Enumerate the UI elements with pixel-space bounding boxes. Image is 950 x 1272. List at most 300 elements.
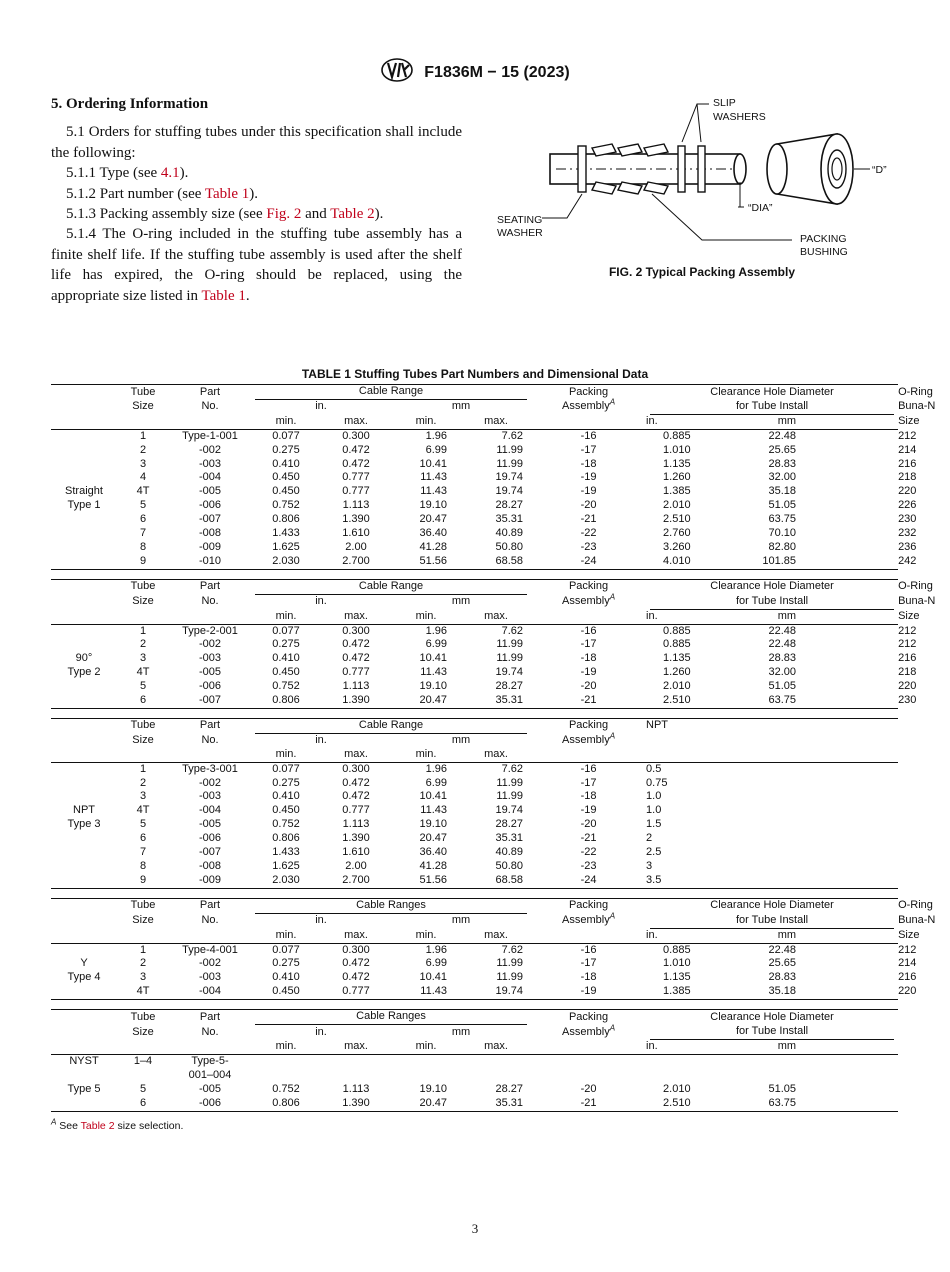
header-blank [117, 1040, 169, 1054]
cable-in-min: 0.410 [272, 971, 300, 984]
clearance-mm: 22.48 [768, 638, 797, 651]
header-blank [169, 1040, 251, 1054]
assembly-label: Assembly [562, 595, 610, 608]
header-assembly [531, 592, 646, 610]
cable-mm-min: 11.43 [420, 471, 447, 484]
header-clearance [646, 579, 898, 594]
section-heading: 5. Ordering Information [51, 96, 209, 112]
table-row [51, 832, 898, 846]
part-no: -007 [198, 846, 222, 859]
tube-size: 1 [139, 429, 147, 442]
spacer-cell [51, 708, 898, 718]
header-max: max. [321, 748, 391, 762]
cable-range-label: Cable Range [255, 385, 527, 400]
blank [726, 762, 898, 776]
paragraph-5-1: 5.1 Orders for stuffing tubes under this specification shall include the following: [51, 124, 462, 161]
part-no: -006 [198, 680, 222, 693]
group-spacer [51, 888, 898, 898]
clearance-in: 2.760 [663, 527, 691, 540]
tube-size: 1 [139, 943, 147, 956]
clearance-in: 0.885 [663, 624, 691, 637]
blank [806, 638, 898, 652]
header-no: No. [201, 914, 219, 927]
header-max: max. [461, 415, 531, 429]
cable-in-max: 0.300 [342, 762, 370, 775]
cable-mm-min: 19.10 [419, 499, 447, 512]
type-label [51, 541, 117, 555]
table-row [51, 846, 898, 860]
cable-in-min: 0.806 [251, 1097, 321, 1111]
packing-assembly: -19 [580, 666, 597, 679]
cable-in-max: 0.472 [342, 652, 370, 665]
header-cable-range [251, 579, 531, 594]
header-row-1: Tube Part Cable Range Packing Clearance Hole Diameter O-Ring [51, 579, 898, 594]
packing-assembly: -23 [580, 540, 597, 553]
blank [806, 680, 898, 694]
header-in: in. [315, 595, 327, 608]
type-label [51, 513, 117, 527]
cable-mm-min: 10.41 [419, 971, 447, 984]
cable-mm-max: 11.99 [496, 971, 524, 984]
link-4-1[interactable]: 4.1 [160, 165, 180, 182]
cable-in-min: 0.275 [272, 443, 300, 456]
blank [806, 444, 898, 458]
cable-mm-min: 1.96 [425, 943, 447, 956]
table-row: Type 4 3 -003 0.410 0.472 10.41 11.99 -18 1.135 28.83 216 [51, 971, 898, 985]
type-label [51, 471, 117, 485]
clearance-mm: 32.00 [768, 471, 797, 484]
tube-size: 2 [139, 957, 147, 970]
header-min: min. [251, 929, 321, 943]
cable-in-min: 1.433 [272, 846, 300, 859]
cable-mm-max: 68.58 [461, 555, 531, 569]
cable-mm-min: 20.47 [419, 832, 447, 845]
table-row [51, 804, 898, 818]
table-row [51, 818, 898, 832]
link-table-1[interactable]: Table 1 [204, 185, 250, 202]
clearance-mm: 101.85 [726, 555, 806, 569]
header-blank [51, 929, 117, 943]
cable-in-min: 1.625 [272, 540, 300, 553]
header-cable-range [251, 1010, 531, 1025]
header-mm: mm [451, 400, 471, 413]
header-blank [117, 415, 169, 429]
note-a-mark: A [609, 592, 616, 602]
cable-mm-max: 11.99 [496, 457, 524, 470]
packing-assembly-figure [492, 92, 912, 282]
cable-mm-max: 7.62 [501, 762, 524, 775]
cable-in-min: 0.275 [272, 776, 300, 789]
packing-assembly: -18 [580, 652, 597, 665]
header-max: max. [461, 748, 531, 762]
cable-in-max: 0.472 [342, 957, 370, 970]
part-no: -009 [198, 540, 222, 553]
blank [806, 471, 898, 485]
cable-mm-max: 7.62 [501, 624, 524, 637]
tube-size: 7 [139, 846, 147, 859]
link-fig-2[interactable]: Fig. 2 [266, 206, 302, 223]
clearance-mm: 63.75 [768, 513, 797, 526]
header-packing: Packing [531, 1010, 646, 1025]
blank [806, 985, 898, 999]
header-part: Part [169, 898, 251, 913]
type-label [51, 444, 117, 458]
header-blank [51, 595, 117, 610]
clearance-mm: 51.05 [768, 499, 797, 512]
assembly-label: Assembly [562, 400, 610, 413]
header-row-1: Tube Part Cable Ranges Packing Clearance Hole Diameter O-Ring [51, 898, 898, 913]
cable-in-max: 1.113 [342, 1082, 370, 1095]
cable-in-min: 0.806 [251, 694, 321, 708]
header-in: in. [315, 914, 327, 927]
assembly-label: Assembly [562, 914, 610, 927]
cable-in-min: 0.410 [272, 457, 300, 470]
group-spacer [51, 569, 898, 579]
packing-assembly: -19 [580, 804, 597, 817]
header-clearance-2 [646, 914, 898, 929]
packing-assembly: -21 [531, 1097, 646, 1111]
packing-assembly: -22 [580, 846, 597, 859]
header-in: in. [315, 733, 327, 746]
packing-assembly [531, 1054, 646, 1068]
type-label: Straight [65, 485, 103, 498]
clearance-mm: 63.75 [726, 1097, 806, 1111]
header-tube: Tube [117, 718, 169, 733]
clearance-mm: 32.00 [768, 666, 797, 679]
link-table-1-b[interactable]: Table 1 [201, 287, 246, 304]
type-label: NPT [73, 804, 95, 817]
cable-mm-max: 11.99 [496, 443, 524, 456]
packing-assembly: -21 [580, 832, 597, 845]
table-row: 1 Type-2-001 0.077 0.300 1.96 7.62 -16 0.885 22.48 212 [51, 624, 898, 638]
npt-size: 2 [646, 832, 653, 845]
note-a-mark: A [609, 731, 616, 741]
header-clear-in: in. [646, 929, 726, 943]
tube-size: 1 [139, 624, 147, 637]
table-row: 6 -007 0.806 1.390 20.47 35.31 -21 2.510 63.75 230 [51, 513, 898, 527]
assembly-label: Assembly [562, 733, 610, 746]
blank [726, 777, 898, 791]
cable-in-min: 0.410 [272, 790, 300, 803]
header-assembly [531, 397, 646, 415]
cable-in-max: 0.777 [342, 471, 370, 484]
packing-assembly: -17 [580, 776, 597, 789]
packing-assembly: -21 [580, 513, 597, 526]
cable-mm-max: 28.27 [495, 680, 524, 693]
cable-in-min: 0.752 [272, 818, 300, 831]
packing-assembly: -19 [580, 485, 597, 498]
astm-logo-icon [380, 57, 414, 88]
type-label: 90° [75, 652, 93, 665]
clearance-mm [726, 1054, 806, 1068]
tube-size: 6 [139, 513, 147, 526]
type-label [51, 1097, 117, 1111]
clearance-label-2: for Tube Install [650, 595, 894, 610]
cable-in-min: 2.030 [251, 555, 321, 569]
tube-size: 3 [139, 790, 147, 803]
footnote-link-table-2[interactable]: Table 2 [80, 1120, 115, 1132]
clearance-in: 0.885 [663, 429, 691, 442]
cable-in-min: 0.806 [272, 513, 300, 526]
header-packing: Packing [531, 718, 646, 733]
part-no: -003 [198, 457, 222, 470]
cable-in-max: 1.390 [342, 832, 370, 845]
clearance-mm: 51.05 [768, 680, 797, 693]
table-row: 8 -009 1.625 2.00 41.28 50.80 -23 3.260 82.80 236 [51, 541, 898, 555]
table-row [51, 790, 898, 804]
type-label [51, 638, 117, 652]
blank [726, 832, 898, 846]
header-min: min. [391, 415, 461, 429]
table-row [51, 777, 898, 791]
table-row [51, 860, 898, 874]
header-clearance-2 [646, 400, 898, 415]
cable-in-max: 0.472 [342, 776, 370, 789]
header-blank [169, 748, 251, 762]
blank [806, 652, 898, 666]
type-label: Type 3 [67, 818, 101, 831]
part-no: -006 [198, 499, 222, 512]
table-row: 9 -010 2.030 2.700 51.56 68.58 -24 4.010 101.85 242 [51, 555, 898, 569]
table-row: 4 -004 0.450 0.777 11.43 19.74 -19 1.260 32.00 218 [51, 471, 898, 485]
cable-in-min: 1.433 [272, 527, 300, 540]
cable-mm-max: 35.31 [495, 832, 524, 845]
header-max: max. [461, 1040, 531, 1054]
clearance-label-2: for Tube Install [650, 1025, 894, 1040]
cable-mm-max: 7.62 [501, 429, 524, 442]
part-no: 001–004 [188, 1068, 232, 1081]
table-row: 1 Type-1-001 0.077 0.300 1.96 7.62 -16 0.885 22.48 212 [51, 429, 898, 443]
header-blank [646, 748, 898, 762]
clearance-mm: 28.83 [768, 652, 797, 665]
type-label: Type 1 [67, 499, 101, 512]
cable-mm-max: 28.27 [495, 499, 524, 512]
packing-assembly: -24 [531, 555, 646, 569]
cable-mm-max: 19.74 [461, 985, 531, 999]
type-label [51, 1069, 117, 1083]
cable-in-min: 0.077 [272, 429, 300, 442]
blank [806, 555, 898, 569]
header-blank [51, 748, 117, 762]
blank [806, 1069, 898, 1083]
table-row: 1 Type-4-001 0.077 0.300 1.96 7.62 -16 0.885 22.48 212 [51, 943, 898, 957]
tube-size: 7 [139, 527, 147, 540]
spacer-cell [51, 1000, 898, 1010]
table-footnote: $^A$ See Table 2 size selection. [51, 1117, 184, 1132]
clearance-mm: 35.18 [726, 985, 806, 999]
header-mm: mm [451, 733, 471, 746]
cable-in-max: 1.390 [321, 1097, 391, 1111]
header-max: max. [321, 929, 391, 943]
type-label [51, 846, 117, 860]
cable-mm-max [461, 1069, 531, 1083]
packing-assembly: -16 [580, 624, 597, 637]
tube-size: 5 [139, 818, 147, 831]
header-blank [531, 610, 646, 624]
cable-in-max: 2.700 [321, 555, 391, 569]
cable-in-min: 0.275 [272, 957, 300, 970]
part-no: -006 [198, 832, 222, 845]
cable-in-max: 0.777 [342, 485, 370, 498]
header-row-1 [51, 718, 898, 733]
cable-in-max: 0.472 [342, 971, 370, 984]
item-5-1-2: 5.1.2 Part number (see Table 1). [66, 185, 258, 202]
link-table-2[interactable]: Table 2 [330, 206, 375, 223]
clearance-mm: 22.48 [768, 429, 797, 442]
header-blank [51, 898, 117, 913]
cable-mm-min: 11.43 [420, 804, 447, 817]
cable-mm-max: 7.62 [501, 943, 524, 956]
cable-mm-min: 10.41 [419, 790, 447, 803]
header-no: No. [201, 400, 219, 413]
clearance-in: 2.510 [663, 513, 691, 526]
type-label [51, 458, 117, 472]
clearance-mm: 35.18 [768, 485, 797, 498]
cable-in-min: 0.450 [272, 666, 300, 679]
packing-assembly: -20 [580, 499, 597, 512]
packing-assembly: -16 [580, 429, 597, 442]
tube-size: 4T [136, 666, 150, 679]
header-clearance [646, 385, 898, 400]
cable-mm-max: 35.31 [461, 694, 531, 708]
type-label [51, 429, 117, 443]
header-size: Size [132, 400, 154, 413]
header-part: Part [169, 718, 251, 733]
assembly-label: Assembly [562, 1025, 610, 1038]
label-washers: WASHERS [713, 111, 766, 123]
header-row-2: Size No. in. mm Assembly$^A$ for Tube Install Buna-N [51, 400, 898, 415]
header-clear-mm: mm [726, 415, 806, 429]
cable-mm-max: 68.58 [461, 874, 531, 888]
blank [806, 499, 898, 513]
cable-in-min: 0.275 [272, 638, 300, 651]
clearance-in: 2.010 [663, 680, 691, 693]
document-id: F1836M − 15 (2023) [424, 63, 570, 81]
cable-range-label: Cable Ranges [255, 1010, 527, 1025]
tube-size: 6 [117, 1097, 169, 1111]
table-row: 2 -002 0.275 0.472 6.99 11.99 -17 0.885 22.48 212 [51, 638, 898, 652]
header-row-1 [51, 1010, 898, 1025]
part-no: -007 [169, 694, 251, 708]
part-no: -003 [198, 971, 222, 984]
part-no: -010 [169, 555, 251, 569]
header-blank [806, 929, 898, 943]
cable-mm-min: 20.47 [391, 694, 461, 708]
packing-assembly: -17 [580, 443, 597, 456]
header-clear-mm: mm [726, 610, 806, 624]
cable-in-min: 0.752 [272, 1082, 300, 1095]
spacer-cell [51, 569, 898, 579]
header-tube: Tube [117, 898, 169, 913]
tube-size: 3 [139, 652, 147, 665]
clearance-in: 0.885 [663, 638, 691, 651]
header-blank [51, 914, 117, 929]
label-dia: “DIA” [748, 202, 773, 214]
header-row-2: Size No. in. mm Assembly$^A$ for Tube Install Buna-N [51, 595, 898, 610]
tube-size: 5 [139, 1082, 147, 1095]
tube-size: 8 [139, 540, 147, 553]
header-clearance-2 [646, 595, 898, 610]
type-label [51, 943, 117, 957]
cable-mm-min: 20.47 [419, 513, 447, 526]
cable-mm-max: 19.74 [495, 485, 524, 498]
cable-mm-max: 40.89 [495, 527, 524, 540]
header-blank [51, 415, 117, 429]
blank [806, 694, 898, 708]
page-number: 3 [471, 1221, 479, 1236]
type-label: Type 2 [67, 666, 101, 679]
header-clear-in: in. [646, 610, 726, 624]
header-cable-range [251, 385, 531, 400]
header-blank [646, 734, 898, 748]
table-caption: TABLE 1 Stuffing Tubes Part Numbers and Dimensional Data [301, 367, 649, 381]
table-row: Straight 4T -005 0.450 0.777 11.43 19.74 -19 1.385 35.18 220 [51, 485, 898, 499]
part-no: -005 [198, 485, 222, 498]
packing-assembly: -21 [531, 694, 646, 708]
cable-mm-min: 19.10 [419, 818, 447, 831]
clearance-mm: 63.75 [726, 694, 806, 708]
cable-in-min: 0.450 [272, 485, 300, 498]
clearance-mm: 22.48 [768, 624, 797, 637]
cable-mm-max: 28.27 [495, 818, 524, 831]
table-row: Y 2 -002 0.275 0.472 6.99 11.99 -17 1.010 25.65 214 [51, 957, 898, 971]
header-mm: mm [451, 595, 471, 608]
clearance-mm: 28.83 [768, 971, 797, 984]
part-no: Type-4-001 [182, 943, 238, 956]
cable-mm-max: 19.74 [495, 804, 524, 817]
cable-in-min [251, 1054, 321, 1068]
header-row-3: min. max. min. max. in. mm Size [51, 415, 898, 429]
label-bushing: BUSHING [800, 246, 848, 258]
blank [806, 429, 898, 443]
group-spacer [51, 708, 898, 718]
cable-in-max: 1.113 [342, 818, 370, 831]
table-row: Type 2 4T -005 0.450 0.777 11.43 19.74 -19 1.260 32.00 218 [51, 666, 898, 680]
packing-assembly: -16 [580, 943, 597, 956]
table-row: 6 -007 0.806 1.390 20.47 35.31 -21 2.510 63.75 230 [51, 694, 898, 708]
header-tube: Tube [117, 385, 169, 400]
type-label: NYST [69, 1054, 99, 1067]
clearance-mm: 70.10 [768, 527, 797, 540]
tube-size: 2 [139, 776, 147, 789]
type-label: Type 5 [67, 1082, 101, 1095]
cable-mm-min: 6.99 [425, 638, 447, 651]
cable-mm-max: 40.89 [495, 846, 524, 859]
header-part: Part [169, 579, 251, 594]
header-row-1: Tube Part Cable Range Packing Clearance Hole Diameter O-Ring [51, 385, 898, 400]
part-no: -002 [198, 638, 222, 651]
header-min: min. [391, 929, 461, 943]
header-assembly [531, 731, 646, 748]
type-label [51, 985, 117, 999]
table-row: 7 -008 1.433 1.610 36.40 40.89 -22 2.760 70.10 232 [51, 527, 898, 541]
cable-in-min: 0.450 [272, 471, 300, 484]
header-min: min. [251, 610, 321, 624]
cable-in-max: 0.300 [342, 943, 370, 956]
table-row: 5 -006 0.752 1.113 19.10 28.27 -20 2.010 51.05 220 [51, 680, 898, 694]
cable-in-max: 0.300 [342, 624, 370, 637]
header-max: max. [321, 1040, 391, 1054]
cable-mm-max: 28.27 [495, 1082, 524, 1095]
packing-assembly: -17 [580, 638, 597, 651]
npt-size: 3 [646, 860, 653, 872]
header-in: in. [315, 400, 327, 413]
header-assembly [531, 1022, 646, 1040]
tube-size: 1–4 [133, 1054, 153, 1067]
cable-range-label: Cable Range [255, 719, 527, 734]
packing-assembly: -19 [580, 471, 597, 484]
blank [806, 1097, 898, 1111]
